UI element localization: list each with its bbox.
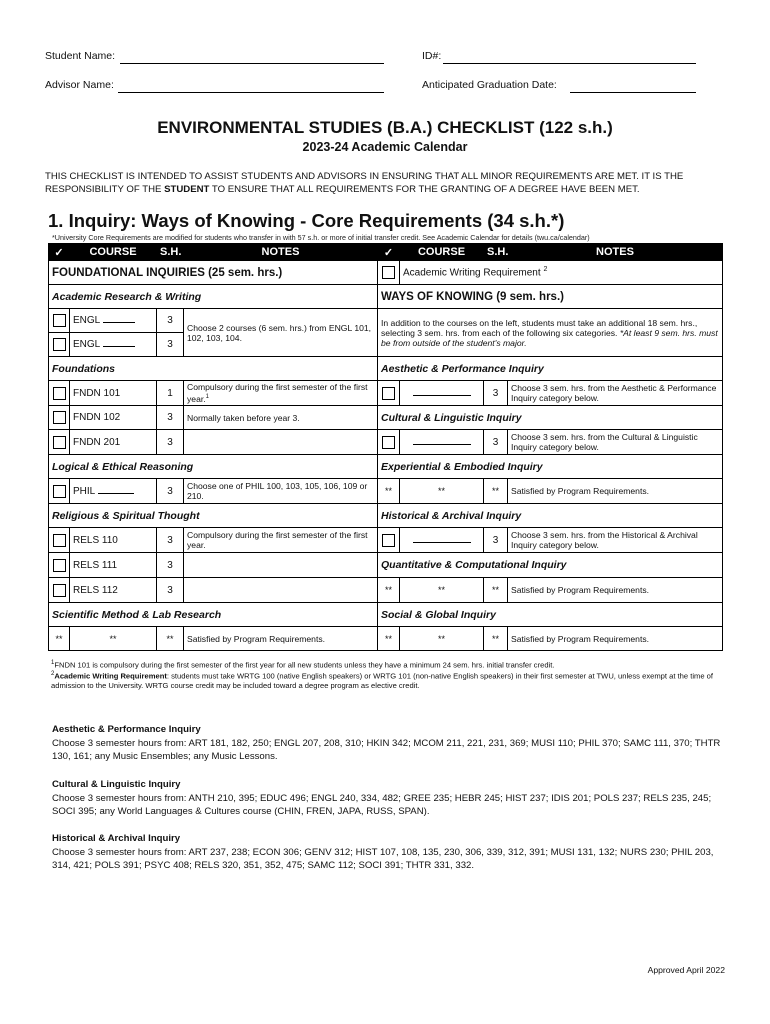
- checkbox[interactable]: [53, 387, 66, 400]
- historical-sh: 3: [484, 528, 508, 553]
- rels112-note: [184, 578, 378, 603]
- experiential-heading: Experiential & Embodied Inquiry: [378, 455, 723, 479]
- foundational-heading: FOUNDATIONAL INQUIRIES (25 sem. hrs.): [49, 261, 378, 285]
- scientific-note: Satisfied by Program Requirements.: [184, 627, 378, 651]
- table-row: [49, 430, 723, 455]
- category-heading: Aesthetic & Performance Inquiry: [52, 724, 201, 735]
- historical-checkbox-cell[interactable]: [378, 528, 400, 553]
- engl2-blank[interactable]: [103, 346, 135, 347]
- phil-sh: 3: [157, 479, 184, 504]
- category-text: Choose 3 semester hours from: ART 237, 238; ECON 306; GENV 312; HIST 107, 108, 135, 230, 306, 339, 312, 391; MUSI 131, 132; NURS 230; PHIL 203, 314, 421; POLS 391; PSYC 408; RELS 320, 351, 352, 475; SAMC 112; SOCI 391; THTR 331, 332.: [52, 846, 714, 871]
- rels110-note: Compulsory during the first semester of the first year.: [184, 528, 378, 553]
- cultural-heading: Cultural & Linguistic Inquiry: [378, 406, 723, 430]
- engl1-sh: 3: [157, 309, 184, 333]
- checkbox[interactable]: [53, 485, 66, 498]
- writing-checkbox[interactable]: [378, 261, 400, 285]
- phil-blank[interactable]: [98, 493, 134, 494]
- fndn101-checkbox-cell[interactable]: [49, 381, 70, 406]
- engl2-sh: 3: [157, 333, 184, 357]
- course-header-right: COURSE: [400, 244, 484, 261]
- ways-note-emphasis: *At least 9 sem. hrs. must be from outside of the student's major.: [381, 327, 718, 348]
- academic-research-heading: Academic Research & Writing: [49, 285, 378, 309]
- page-title: ENVIRONMENTAL STUDIES (B.A.) CHECKLIST (122 s.h.): [157, 118, 613, 137]
- table-row: [49, 455, 723, 479]
- fndn101-sh: 1: [157, 381, 184, 406]
- checkbox[interactable]: [382, 534, 395, 547]
- aesthetic-heading: Aesthetic & Performance Inquiry: [378, 357, 723, 381]
- checkbox[interactable]: [382, 387, 395, 400]
- writing-req-label: Academic Writing Requirement: [403, 267, 541, 279]
- table-row: [49, 578, 723, 603]
- id-field[interactable]: [443, 63, 696, 64]
- quantitative-check: **: [378, 578, 400, 603]
- ways-note: [378, 309, 723, 357]
- section-title: 1. Inquiry: Ways of Knowing - Core Requirements (34 s.h.*): [48, 210, 565, 231]
- rels112-sh: 3: [157, 578, 184, 603]
- intro-text-1: THIS CHECKLIST IS INTENDED TO ASSIST STUDENTS AND ADVISORS IN ENSURING THAT ALL MINOR REQUIREMENTS ARE MET. IT IS THE RESPONSIBILITY OF THE: [45, 171, 684, 195]
- category-historical: [52, 832, 728, 873]
- category-aesthetic: [52, 723, 728, 764]
- graduation-date-field[interactable]: [570, 92, 696, 93]
- cultural-blank[interactable]: [413, 444, 471, 445]
- rels111-course: RELS 111: [70, 553, 157, 578]
- historical-course: [400, 528, 484, 553]
- footnote-1-sup: 1: [51, 660, 55, 666]
- sh-header-left: S.H.: [157, 244, 184, 261]
- checkbox[interactable]: [53, 436, 66, 449]
- checkbox[interactable]: [53, 584, 66, 597]
- check-header-right: ✓: [378, 244, 400, 261]
- fndn201-checkbox-cell[interactable]: [49, 430, 70, 455]
- table-row: [49, 603, 723, 627]
- quantitative-sh: **: [484, 578, 508, 603]
- scientific-heading: Scientific Method & Lab Research: [49, 603, 378, 627]
- social-check: **: [378, 627, 400, 651]
- category-text: Choose 3 semester hours from: ANTH 210, 395; EDUC 496; ENGL 240, 334, 482; GREE 235; HEBR 245; HIST 237; IDIS 201; POLS 237; RELS 235, 245; SOCI 395; any World Languages & Cultures course (CHIN, FREN, JAPA, RUSS, SPAN).: [52, 792, 712, 817]
- course-header-left: COURSE: [70, 244, 157, 261]
- writing-requirement: [400, 261, 723, 285]
- fndn101-course: FNDN 101: [70, 381, 157, 406]
- footnote-1: [51, 659, 741, 670]
- table-row: [49, 528, 723, 553]
- table-row: [49, 504, 723, 528]
- phil-label: PHIL: [73, 485, 95, 497]
- table-row: [49, 627, 723, 651]
- footnote-2-text: : students must take WRTG 100 (native English speakers) or WRTG 101 (non-native English speakers) in their first semester at TWU, unless exempt at the time of admission to the University. WRTG course credit may be included toward a degree program as elective credit.: [51, 671, 714, 691]
- checklist-table: [48, 243, 723, 651]
- scientific-check: **: [49, 627, 70, 651]
- cultural-note: Choose 3 sem. hrs. from the Cultural & Linguistic Inquiry category below.: [508, 430, 723, 455]
- writing-req-sup: 2: [543, 266, 548, 274]
- notes-header-right: NOTES: [508, 244, 723, 261]
- category-cultural: [52, 778, 728, 819]
- check-header-left: ✓: [49, 244, 70, 261]
- rels112-course: RELS 112: [70, 578, 157, 603]
- ways-note-text: In addition to the courses on the left, students must take an additional 18 sem. hrs., selecting 3 sem. hrs. from each of the following six categories.: [381, 317, 698, 338]
- phil-course: [70, 479, 157, 504]
- checkbox[interactable]: [382, 436, 395, 449]
- experiential-sh: **: [484, 479, 508, 504]
- rels110-course: RELS 110: [70, 528, 157, 553]
- intro-emphasis: STUDENT: [164, 184, 210, 195]
- category-heading: Historical & Archival Inquiry: [52, 833, 181, 844]
- cultural-course: [400, 430, 484, 455]
- id-label: ID#:: [422, 50, 442, 62]
- footnote-2: [51, 670, 741, 691]
- engl1-label: ENGL: [73, 315, 100, 326]
- engl2-course: [70, 333, 157, 357]
- rels110-sh: 3: [157, 528, 184, 553]
- graduation-date-label: Anticipated Graduation Date:: [422, 79, 557, 91]
- student-name-label: Student Name:: [45, 50, 116, 62]
- category-text: Choose 3 semester hours from: ART 181, 182, 250; ENGL 207, 208, 310; HKIN 342; MCOM 211, 221, 231, 369; MUSI 110; PHIL 370; SAMC 111, 370; THTR 130, 161; any Music Ensembles; any Music Lessons.: [52, 737, 721, 762]
- footnote-2-emphasis: Academic Writing Requirement: [54, 671, 167, 681]
- fndn102-note: Normally taken before year 3.: [184, 406, 378, 430]
- table-row: [49, 357, 723, 381]
- table-row: [49, 406, 723, 430]
- rels111-note: [184, 553, 378, 578]
- fndn201-sh: 3: [157, 430, 184, 455]
- engl2-checkbox-cell[interactable]: [49, 333, 70, 357]
- fndn101-note-text: Compulsory during the first semester of the first year.: [187, 382, 368, 404]
- historical-blank[interactable]: [413, 542, 471, 543]
- category-heading: Cultural & Linguistic Inquiry: [52, 779, 181, 790]
- table-row: [49, 381, 723, 406]
- table-row: [49, 479, 723, 504]
- fndn201-course: FNDN 201: [70, 430, 157, 455]
- fndn102-course: FNDN 102: [70, 406, 157, 430]
- quantitative-course: **: [400, 578, 484, 603]
- checkbox[interactable]: [53, 559, 66, 572]
- religious-heading: Religious & Spiritual Thought: [49, 504, 378, 528]
- quantitative-note: Satisfied by Program Requirements.: [508, 578, 723, 603]
- section-note: *University Core Requirements are modified for students who transfer in with 57 s.h. or more of initial transfer credit. See Academic Calendar for details (twu.ca/calendar): [52, 233, 590, 242]
- social-note: Satisfied by Program Requirements.: [508, 627, 723, 651]
- aesthetic-note: Choose 3 sem. hrs. from the Aesthetic & Performance Inquiry category below.: [508, 381, 723, 406]
- experiential-note: Satisfied by Program Requirements.: [508, 479, 723, 504]
- table-row: [49, 553, 723, 578]
- checkbox[interactable]: [53, 411, 66, 424]
- page-subtitle: 2023-24 Academic Calendar: [302, 140, 468, 154]
- fndn101-note-sup: 1: [205, 394, 209, 401]
- logical-heading: Logical & Ethical Reasoning: [49, 455, 378, 479]
- checkbox[interactable]: [53, 338, 66, 351]
- intro-text-2: TO ENSURE THAT ALL REQUIREMENTS FOR THE GRANTING OF A DEGREE HAVE BEEN MET.: [209, 184, 640, 195]
- rels111-sh: 3: [157, 553, 184, 578]
- historical-heading: Historical & Archival Inquiry: [378, 504, 723, 528]
- engl1-course: [70, 309, 157, 333]
- fndn201-note: [184, 430, 378, 455]
- foundations-heading: Foundations: [49, 357, 378, 381]
- engl2-label: ENGL: [73, 339, 100, 350]
- footnote-1-text: FNDN 101 is compulsory during the first semester of the first year for all new students unless they have a minimum 24 sem. hrs. initial transfer credit.: [54, 660, 555, 670]
- engl1-blank[interactable]: [103, 322, 135, 323]
- fndn101-note: [184, 381, 378, 406]
- sh-header-right: S.H.: [484, 244, 508, 261]
- checkbox[interactable]: [382, 266, 395, 279]
- engl-note: Choose 2 courses (6 sem. hrs.) from ENGL 101, 102, 103, 104.: [184, 309, 378, 357]
- phil-note: Choose one of PHIL 100, 103, 105, 106, 109 or 210.: [184, 479, 378, 504]
- advisor-name-label: Advisor Name:: [45, 79, 114, 91]
- aesthetic-sh: 3: [484, 381, 508, 406]
- cultural-sh: 3: [484, 430, 508, 455]
- ways-of-knowing-heading: WAYS OF KNOWING (9 sem. hrs.): [378, 285, 723, 309]
- social-heading: Social & Global Inquiry: [378, 603, 723, 627]
- cultural-checkbox-cell[interactable]: [378, 430, 400, 455]
- social-sh: **: [484, 627, 508, 651]
- rels112-checkbox-cell[interactable]: [49, 578, 70, 603]
- experiential-course: **: [400, 479, 484, 504]
- historical-note: Choose 3 sem. hrs. from the Historical & Archival Inquiry category below.: [508, 528, 723, 553]
- footnotes: [51, 659, 741, 691]
- student-name-field[interactable]: [120, 63, 384, 64]
- approved-date: Approved April 2022: [647, 965, 725, 975]
- rels111-checkbox-cell[interactable]: [49, 553, 70, 578]
- table-row: [49, 261, 723, 285]
- social-course: **: [400, 627, 484, 651]
- fndn102-sh: 3: [157, 406, 184, 430]
- phil-checkbox-cell[interactable]: [49, 479, 70, 504]
- fndn102-checkbox-cell[interactable]: [49, 406, 70, 430]
- advisor-name-field[interactable]: [118, 92, 384, 93]
- table-row: [49, 309, 723, 333]
- aesthetic-checkbox-cell[interactable]: [378, 381, 400, 406]
- engl1-checkbox-cell[interactable]: [49, 309, 70, 333]
- footnote-2-sup: 2: [51, 671, 55, 678]
- table-row: [49, 285, 723, 309]
- experiential-check: **: [378, 479, 400, 504]
- aesthetic-course: [400, 381, 484, 406]
- quantitative-heading: Quantitative & Computational Inquiry: [378, 553, 723, 578]
- notes-header-left: NOTES: [184, 244, 378, 261]
- checkbox[interactable]: [53, 314, 66, 327]
- scientific-course: **: [70, 627, 157, 651]
- scientific-sh: **: [157, 627, 184, 651]
- aesthetic-blank[interactable]: [413, 395, 471, 396]
- intro-paragraph: [45, 170, 727, 196]
- table-header: [49, 244, 723, 261]
- rels110-checkbox-cell[interactable]: [49, 528, 70, 553]
- checkbox[interactable]: [53, 534, 66, 547]
